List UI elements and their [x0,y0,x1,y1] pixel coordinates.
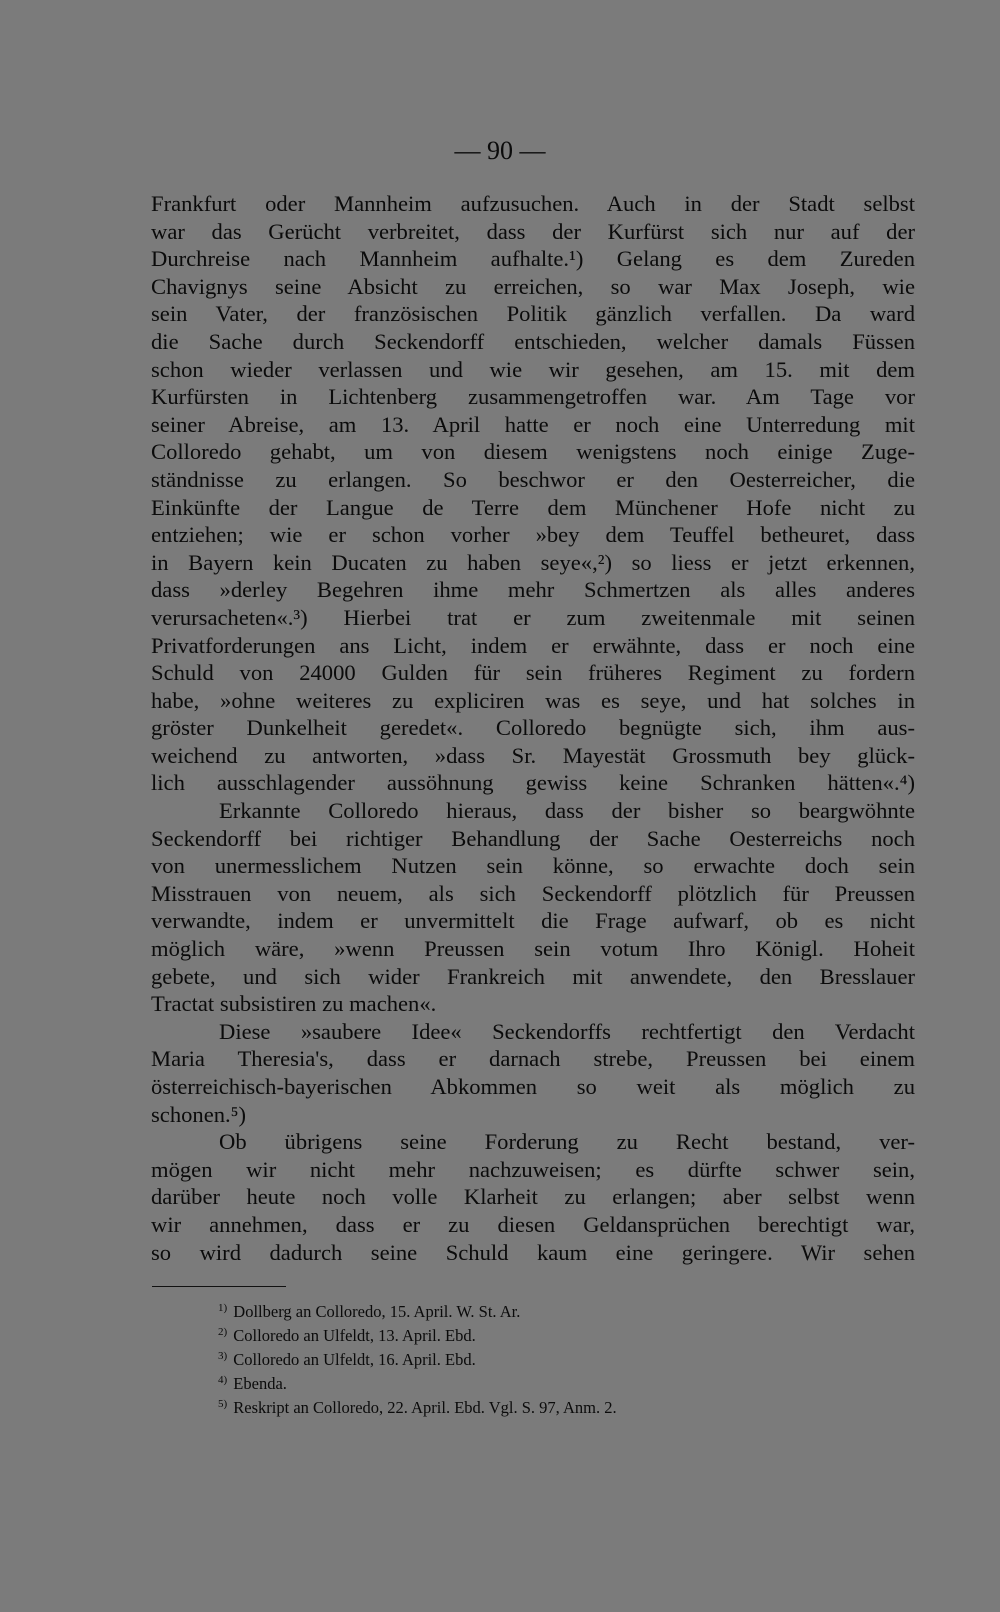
paragraph [151,1128,915,1266]
footnote [218,1344,858,1368]
text-line: so wird dadurch seine Schuld kaum eine geringere. Wir sehen [151,1239,915,1265]
text-line: Colloredo gehabt, um von diesem wenigstens noch einige Zuge- [151,439,915,465]
paragraph [151,190,915,797]
paragraph [151,797,915,1018]
footnote [218,1320,858,1344]
text-line: lich ausschlagender aussöhnung gewiss keine Schranken hätten«.⁴) [151,770,915,796]
footnote [218,1368,858,1392]
text-line: verwandte, indem er unvermittelt die Frage aufwarf, ob es nicht [151,908,915,934]
text-line: verursacheten«.³) Hierbei trat er zum zweitenmale mit seinen [151,604,915,630]
text-line: Schuld von 24000 Gulden für sein früheres Regiment zu fordern [151,660,915,686]
page-number: — 90 — [454,136,546,165]
text-line: Seckendorff bei richtiger Behandlung der Sache Oesterreichs noch [151,825,915,851]
text-line: Misstrauen von neuem, als sich Seckendorff plötzlich für Preussen [151,880,915,906]
text-line: ständnisse zu erlangen. So beschwor er den Oesterreicher, die [151,466,915,492]
footnote-text: Ebenda. [233,1374,287,1393]
text-line: Maria Theresia's, dass er darnach strebe, Preussen bei einem [151,1046,915,1072]
text-line: von unermesslichem Nutzen sein könne, so erwachte doch sein [151,853,915,879]
footnote-mark: 3) [218,1350,228,1362]
footnote-mark: 1) [218,1302,228,1314]
text-line: habe, »ohne weiteres zu expliciren was es seye, und hat solches in [151,687,915,713]
text-line: in Bayern kein Ducaten zu haben seye«,²) so liess er jetzt erkennen, [151,549,915,575]
text-line: darüber heute noch volle Klarheit zu erlangen; aber selbst wenn [151,1184,915,1210]
footnote-text: Dollberg an Colloredo, 15. April. W. St. Ar. [233,1302,521,1321]
footnote-text: Colloredo an Ulfeldt, 13. April. Ebd. [233,1326,476,1345]
text-line: Kurfürsten in Lichtenberg zusammengetroffen war. Am Tage vor [151,384,915,410]
text-line: Einkünfte der Langue de Terre dem Münchener Hofe nicht zu [151,494,915,520]
text-line: weichend zu antworten, »dass Sr. Mayestät Grossmuth bey glück- [151,742,915,768]
text-line: wir annehmen, dass er zu diesen Geldansprüchen berechtigt war, [151,1211,915,1237]
text-line: mögen wir nicht mehr nachzuweisen; es dürfte schwer sein, [151,1156,915,1182]
text-line: schon wieder verlassen und wie wir gesehen, am 15. mit dem [151,356,915,382]
body-text [151,190,915,1266]
text-line: Tractat subsistiren zu machen«. [151,991,437,1017]
footnotes [218,1296,858,1416]
text-line: entziehen; wie er schon vorher »bey dem Teuffel betheuret, dass [151,522,915,548]
text-line: Erkannte Colloredo hieraus, dass der bisher so beargwöhnte [219,798,915,824]
footnote-mark: 2) [218,1326,228,1338]
text-line: Privatforderungen ans Licht, indem er erwähnte, dass er noch eine [151,632,915,658]
text-line: Chavignys seine Absicht zu erreichen, so war Max Joseph, wie [151,273,915,299]
text-line: Ob übrigens seine Forderung zu Recht bestand, ver- [219,1129,915,1155]
footnote-mark: 4) [218,1374,228,1386]
footnote-mark: 5) [218,1398,228,1410]
text-line: war das Gerücht verbreitet, dass der Kurfürst sich nur auf der [151,218,915,244]
text-line: seiner Abreise, am 13. April hatte er noch eine Unterredung mit [151,411,915,437]
text-line: dass »derley Begehren ihme mehr Schmertzen als alles anderes [151,577,915,603]
text-line: österreichisch-bayerischen Abkommen so weit als möglich zu [151,1074,915,1099]
text-line: gebete, und sich wider Frankreich mit anwendete, den Bresslauer [151,963,915,989]
footnote [218,1392,858,1416]
footnote-divider [152,1286,286,1287]
text-line: Diese »saubere Idee« Seckendorffs rechtfertigt den Verdacht [219,1018,915,1044]
paragraph [151,1018,915,1128]
footnote-text: Reskript an Colloredo, 22. April. Ebd. Vgl. S. 97, Anm. 2. [233,1398,617,1417]
text-line: Frankfurt oder Mannheim aufzusuchen. Auch in der Stadt selbst [151,191,915,216]
text-line: gröster Dunkelheit geredet«. Colloredo begnügte sich, ihm aus- [151,715,915,741]
text-line: schonen.⁵) [151,1101,247,1127]
text-line: möglich wäre, »wenn Preussen sein votum Ihro Königl. Hoheit [151,936,915,962]
text-line: sein Vater, der französischen Politik gänzlich verfallen. Da ward [151,301,915,327]
footnote-text: Colloredo an Ulfeldt, 16. April. Ebd. [233,1350,476,1369]
text-line: Durchreise nach Mannheim aufhalte.¹) Gelang es dem Zureden [151,246,915,272]
footnote [218,1296,858,1320]
text-line: die Sache durch Seckendorff entschieden, welcher damals Füssen [151,328,915,354]
